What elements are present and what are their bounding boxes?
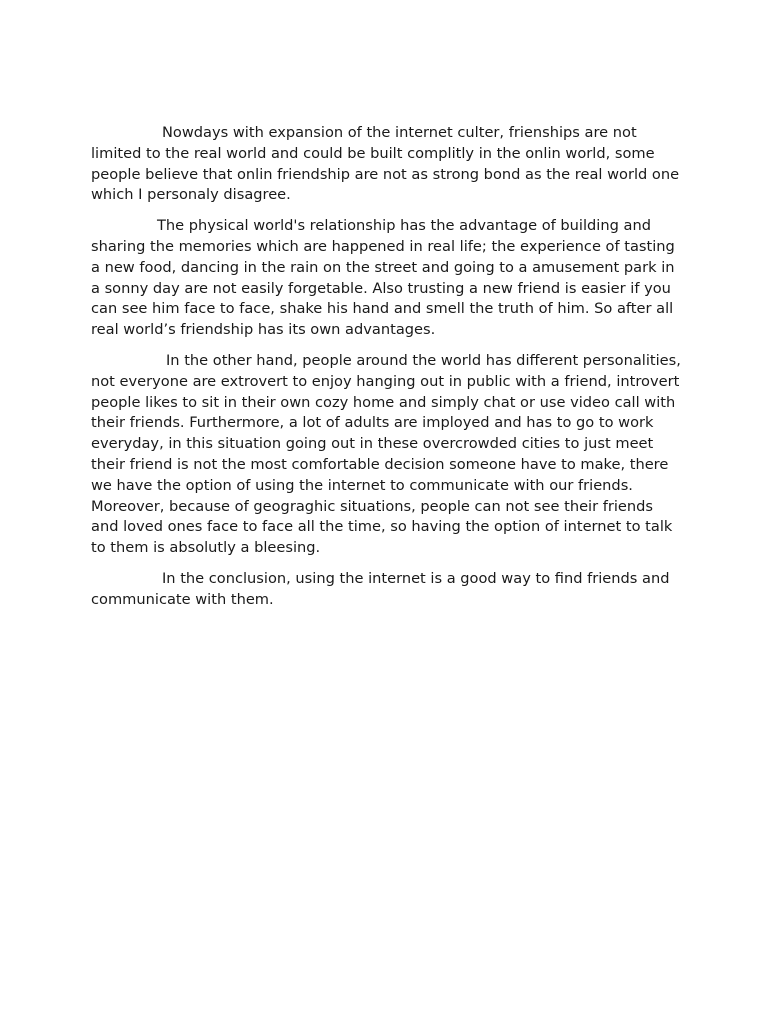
essay-body: [91, 123, 683, 621]
paragraph-physical-world: The physical world's relationship has the advantage of building and sharing the memories which are happened in real life; the experience of tasting a new food, dancing in the rain on the street and going to a amusement park in a sonny day are not easily forgetable. Also trusting a new friend is easier if you can see him face to face, shake his hand and smell the truth of him. So after all real world’s friendship has its own advantages.: [91, 217, 675, 339]
paragraph-other-hand: In the other hand, people around the world has different personalities, not everyone are extrovert to enjoy hanging out in public with a friend, introvert people likes to sit in their own cozy home and simply chat or use video call with their friends. Furthermore, a lot of adults are imployed and has to go to work everyday, in this situation going out in these overcrowded cities to just meet their friend is not the most comfortable decision someone have to make, there we have the option of using the internet to communicate with our friends. Moreover, because of geograghic situations, people can not see their friends and loved ones face to face all the time, so having the option of internet to talk to them is absolutly a bleesing.: [91, 351, 681, 557]
paragraph-intro: Nowdays with expansion of the internet culter, frienships are not limited to the real world and could be built complitly in the onlin world, some people believe that onlin friendship are not as strong bond as the real world one which I personaly disagree.: [91, 124, 680, 204]
paragraph-conclusion: In the conclusion, using the internet is a good way to find friends and communicate with them.: [91, 569, 670, 608]
